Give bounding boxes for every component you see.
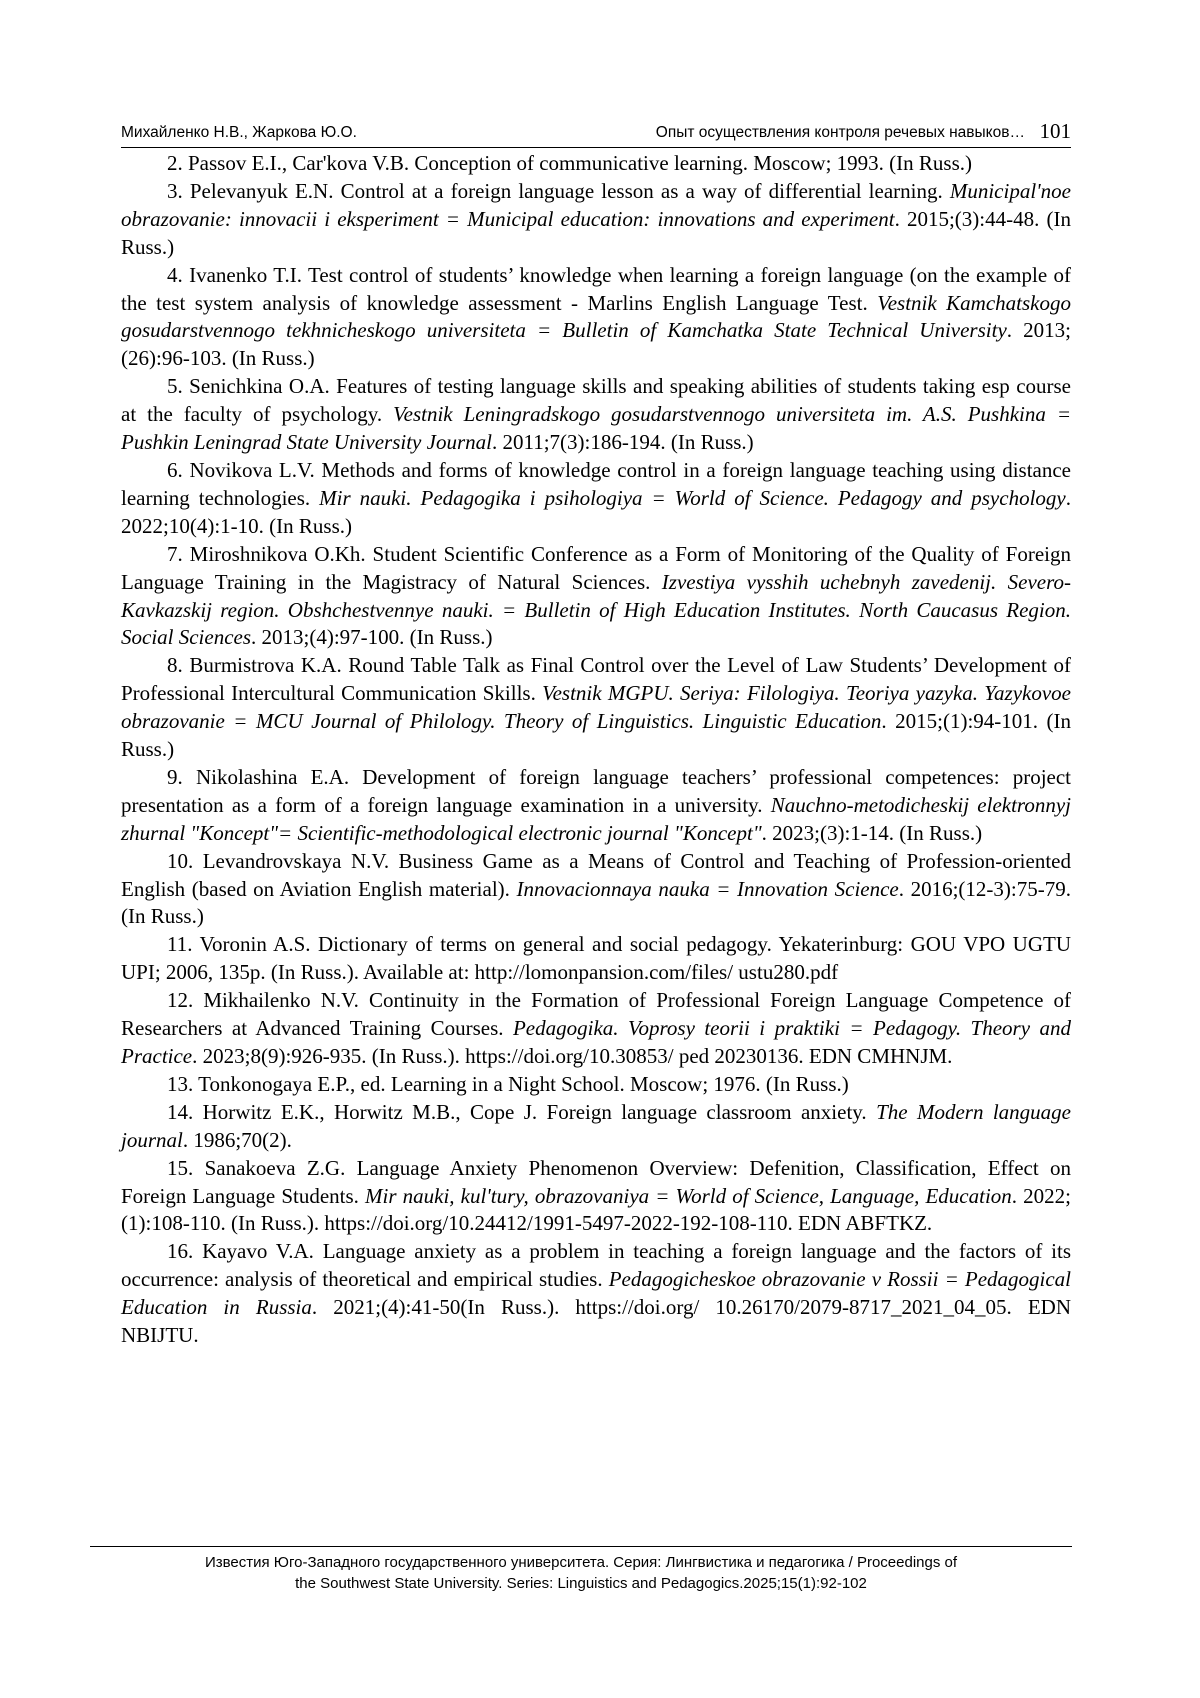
reference-number: 12. (167, 988, 194, 1013)
reference-text: Senichkina O.A. Features of testing language skills and speaking abilities of students taking esp course at the faculty of psychology. (121, 374, 1071, 427)
reference-list (121, 150, 1071, 1350)
reference-details: . 2022;10(4):1-10. (In Russ.) (121, 485, 1071, 538)
reference-text: Novikova L.V. Methods and forms of knowledge control in a foreign language teaching using distance learning technologies. (121, 457, 1072, 510)
reference-number: 11. (167, 932, 193, 957)
reference-number: 5. (167, 374, 183, 399)
reference-item (121, 178, 1071, 262)
reference-source-title: Pedagogicheskoe obrazovanie v Rossii = Pedagogical Education in Russia (121, 1267, 1072, 1320)
reference-source-title: Vestnik Leningradskogo gosudarstvennogo universiteta im. A.S. Pushkina = Pushkin Leningrad State University Journal (121, 402, 1071, 455)
reference-source-title: The Modern language journal (121, 1099, 1071, 1152)
reference-item (121, 1238, 1071, 1350)
reference-text: Tonkonogaya E.P., ed. Learning in a Night School. Moscow; 1976. (In Russ.) (198, 1071, 849, 1096)
reference-number: 15. (167, 1155, 194, 1180)
reference-source-title: Izvestiya vysshih uchebnyh zavedenij. Severo-Kavkazskij region. Obshchestvennye nauki. = Bulletin of High Education Institutes. North Caucasus Region. Social Sciences (121, 569, 1072, 650)
reference-item (121, 541, 1071, 653)
reference-number: 7. (167, 541, 183, 566)
reference-text: Nikolashina E.A. Development of foreign language teachers’ professional competences: project presentation as a form of a foreign language examination in a university. (121, 764, 1072, 817)
footer-line-1: Известия Юго-Западного государственного университета. Серия: Лингвистика и педагогика / Proceedings of (204, 1554, 958, 1571)
reference-item (121, 262, 1071, 374)
reference-number: 13. (167, 1071, 194, 1096)
reference-details: . 2011;7(3):186-194. (In Russ.) (491, 430, 754, 455)
reference-source-title: Municipal'noe obrazovanie: innovacii i eksperiment = Municipal education: innovations and experiment (121, 178, 1071, 231)
reference-number: 3. (167, 178, 183, 203)
reference-text: Passov E.I., Car'kova V.B. Conception of communicative learning. Moscow; 1993. (In Russ.) (188, 151, 972, 175)
reference-source-title: Vestnik Kamchatskogo gosudarstvennogo tekhnicheskogo universiteta = Bulletin of Kamchatka State Technical University (121, 290, 1071, 343)
reference-details: . 2015;(1):94-101. (In Russ.) (121, 709, 1071, 762)
reference-number: 8. (167, 653, 183, 678)
reference-item (121, 652, 1071, 764)
reference-source-title: Vestnik MGPU. Seriya: Filologiya. Teoriya yazyka. Yazykovoe obrazovanie = MCU Journal of Philology. Theory of Linguistics. Linguistic Education (121, 681, 1071, 734)
reference-text: Pelevanyuk E.N. Control at a foreign language lesson as a way of differential learning. (189, 178, 950, 203)
reference-text: Burmistrova K.A. Round Table Talk as Final Control over the Level of Law Students’ Development of Professional Intercultural Communication Skills. (121, 653, 1072, 706)
reference-item (121, 1071, 1071, 1099)
reference-source-title: Pedagogika. Voprosy teorii i praktiki = Pedagogy. Theory and Practice (121, 1016, 1071, 1068)
page-number: 101 (1039, 119, 1071, 143)
reference-source-title: Nauchno-metodicheskij elektronnyj zhurnal "Koncept"= Scientific-methodological electronic journal "Koncept" (121, 792, 1071, 845)
reference-details: . 2022;(1):108-110. (In Russ.). https://doi.org/10.24412/1991-5497-2022-192-108-110. EDN ABFTKZ. (121, 1183, 1071, 1236)
reference-number: 4. (167, 262, 183, 287)
reference-details: . 2013;(4):97-100. (In Russ.) (251, 625, 493, 650)
reference-details: . 2023;(3):1-14. (In Russ.) (761, 820, 983, 845)
reference-source-title: Innovacionnaya nauka = Innovation Science (516, 876, 899, 901)
footer-divider (90, 1546, 1072, 1547)
reference-item (121, 764, 1071, 848)
reference-text: Sanakoeva Z.G. Language Anxiety Phenomenon Overview: Defenition, Classification, Effect on Foreign Language Students. (121, 1155, 1072, 1208)
reference-item (121, 150, 1071, 178)
reference-text: Voronin A.S. Dictionary of terms on general and social pedagogy. Yekaterinburg: GOU VPO UGTU UPI; 2006, 135p. (In Russ.). Available at: http://lomonpansion.com/files/ ustu280.pdf (121, 932, 1071, 985)
reference-source-title: Mir nauki, kul'tury, obrazovaniya = World of Science, Language, Education (365, 1183, 1012, 1208)
reference-text: Mikhailenko N.V. Continuity in the Formation of Professional Foreign Language Competence of Researchers at Advanced Training Courses. (121, 988, 1072, 1041)
reference-details: . 2016;(12-3):75-79. (In Russ.) (121, 876, 1071, 929)
reference-item (121, 987, 1071, 1071)
footer-line-2: the Southwest State University. Series: Linguistics and Pedagogics.2025;15(1):92-102 (295, 1575, 867, 1592)
reference-text: Miroshnikova O.Kh. Student Scientific Conference as a Form of Monitoring of the Quality of Foreign Language Training in the Magistracy of Natural Sciences. (121, 541, 1071, 594)
reference-text: Horwitz E.K., Horwitz M.B., Cope J. Foreign language classroom anxiety. (202, 1099, 877, 1124)
header-article-title: Опыт осуществления контроля речевых навыков… (655, 124, 1025, 141)
reference-number: 14. (167, 1099, 194, 1124)
reference-item (121, 1155, 1071, 1239)
reference-text: Ivanenko T.I. Test control of students’ knowledge when learning a foreign language (on the example of the test system analysis of knowledge assessment - Marlins English Language Test. (121, 262, 1071, 315)
reference-details: . 2015;(3):44-48. (In Russ.) (121, 206, 1071, 259)
reference-number: 10. (167, 848, 194, 873)
reference-details: . 1986;70(2). (182, 1127, 292, 1152)
reference-number: 9. (167, 764, 183, 789)
reference-text: Kayavo V.A. Language anxiety as a problem in teaching a foreign language and the factors of its occurrence: analysis of theoretical and empirical studies. (121, 1239, 1072, 1292)
header-authors: Михайленко Н.В., Жаркова Ю.О. (121, 124, 357, 141)
reference-item (121, 931, 1071, 987)
reference-item (121, 373, 1071, 457)
reference-number: 2. (167, 151, 183, 175)
running-header (121, 113, 1071, 148)
reference-text: Levandrovskaya N.V. Business Game as a Means of Control and Teaching of Profession-oriented English (based on Aviation English material). (121, 848, 1071, 901)
reference-item (121, 848, 1071, 932)
reference-details: . 2021;(4):41-50(In Russ.). https://doi.org/ 10.26170/2079-8717_2021_04_05. EDN NBIJTU. (121, 1295, 1071, 1348)
reference-details: . 2023;8(9):926-935. (In Russ.). https://doi.org/10.30853/ ped 20230136. EDN CMHNJM. (192, 1044, 953, 1068)
journal-footer (90, 1552, 1072, 1594)
reference-item (121, 1099, 1071, 1155)
reference-item (121, 457, 1071, 541)
reference-source-title: Mir nauki. Pedagogika i psihologiya = World of Science. Pedagogy and psychology (319, 485, 1066, 510)
reference-number: 6. (167, 457, 183, 482)
reference-details: . 2013;(26):96-103. (In Russ.) (121, 318, 1071, 371)
reference-number: 16. (167, 1239, 194, 1264)
